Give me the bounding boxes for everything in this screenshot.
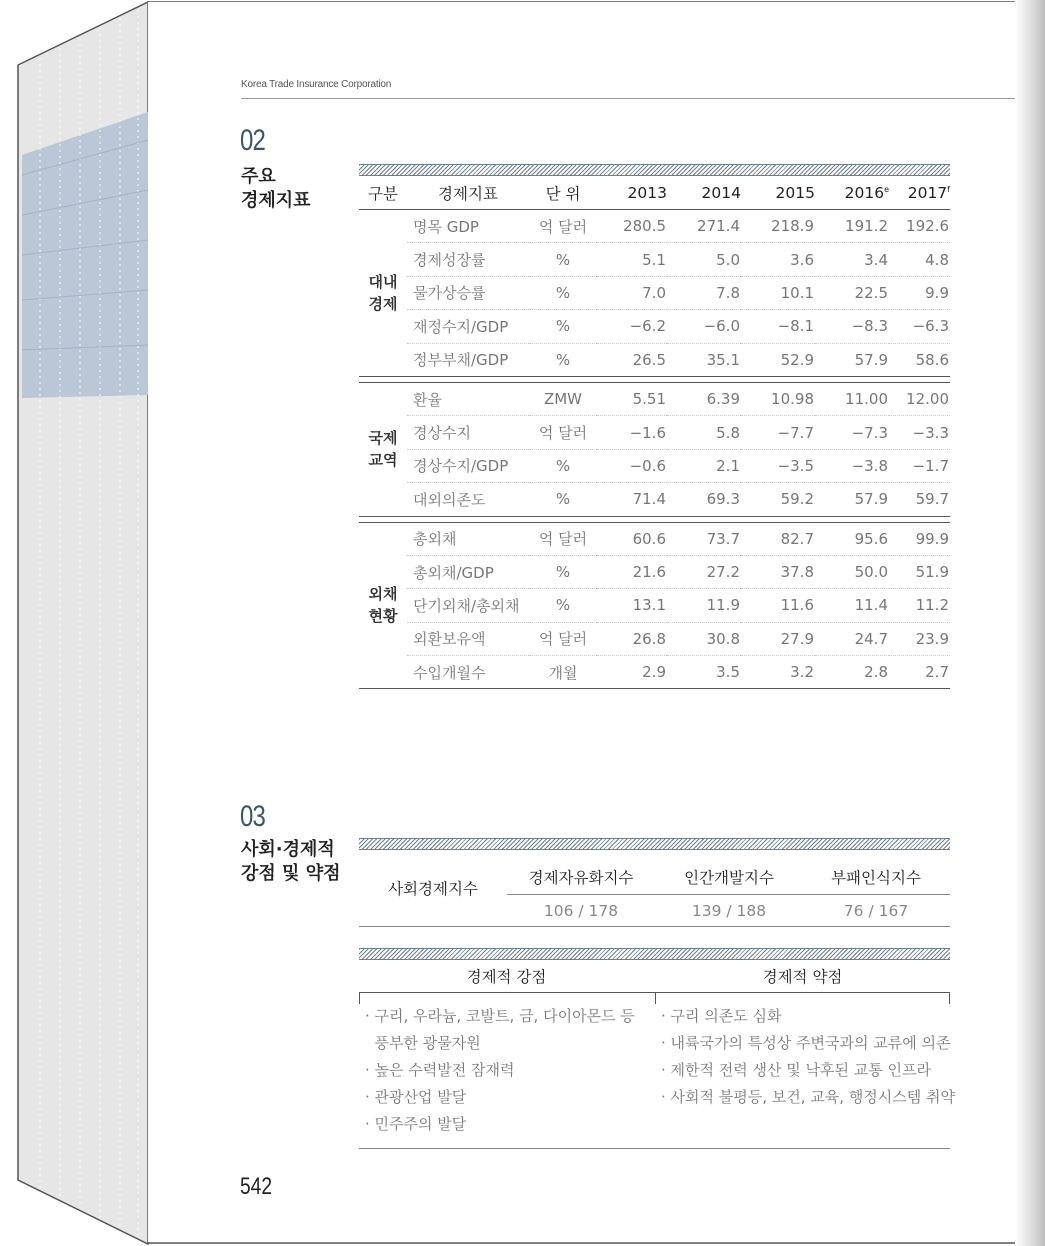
weaknesses-heading: 경제적 약점 xyxy=(762,968,843,986)
weakness-item: · 내륙국가의 특성상 주변국과의 교류에 의존 xyxy=(661,1034,951,1052)
index-name: 부패인식지수 xyxy=(802,862,950,895)
indicator-cell: 재정수지/GDP xyxy=(407,310,529,343)
column-header: 2013 xyxy=(597,177,667,210)
value-cell: 7.8 xyxy=(667,276,741,309)
indicator-cell: 환율 xyxy=(407,382,529,415)
value-cell: −6.0 xyxy=(667,310,741,343)
group-label-line: 현황 xyxy=(368,607,398,626)
value-cell: 5.8 xyxy=(667,416,741,449)
value-cell: 82.7 xyxy=(741,522,815,555)
value-cell: 13.1 xyxy=(597,589,667,622)
value-cell: 192.6 xyxy=(889,210,950,243)
indicator-cell: 경제성장률 xyxy=(407,243,529,276)
value-cell: 4.8 xyxy=(889,243,950,276)
value-cell: 60.6 xyxy=(597,522,667,555)
unit-cell: % xyxy=(529,589,597,622)
group-label-line: 외채 xyxy=(368,585,398,604)
value-cell: 35.1 xyxy=(667,343,741,376)
column-header: 2015 xyxy=(741,177,815,210)
value-cell: 2.1 xyxy=(667,449,741,482)
value-cell: 95.6 xyxy=(815,522,889,555)
value-cell: 59.7 xyxy=(889,483,950,516)
value-cell: 37.8 xyxy=(741,555,815,588)
unit-cell: % xyxy=(529,243,597,276)
hatch-bar xyxy=(359,164,950,176)
value-cell: 2.7 xyxy=(889,656,950,689)
value-cell: 24.7 xyxy=(815,622,889,655)
group-label xyxy=(359,382,407,516)
unit-cell: % xyxy=(529,483,597,516)
value-cell: 5.1 xyxy=(597,243,667,276)
value-cell: 99.9 xyxy=(889,522,950,555)
group-label-line: 대내 xyxy=(368,272,398,291)
value-cell: 22.5 xyxy=(815,276,889,309)
indicator-cell: 외환보유액 xyxy=(407,622,529,655)
table-row xyxy=(359,382,950,415)
value-cell: 3.6 xyxy=(741,243,815,276)
value-cell: 27.9 xyxy=(741,622,815,655)
value-cell: 11.4 xyxy=(815,589,889,622)
unit-cell: ZMW xyxy=(529,382,597,415)
running-header: Korea Trade Insurance Corporation xyxy=(241,79,392,90)
weakness-item: · 제한적 전력 생산 및 낙후된 교통 인프라 xyxy=(661,1061,931,1079)
table-row xyxy=(359,449,950,482)
column-header: 2014 xyxy=(667,177,741,210)
section-title xyxy=(241,165,311,213)
weakness-item: · 구리 의존도 심화 xyxy=(661,1007,782,1025)
value-cell: 3.5 xyxy=(667,656,741,689)
indicator-cell: 총외채/GDP xyxy=(407,555,529,588)
value-cell: 5.51 xyxy=(597,382,667,415)
index-name: 인간개발지수 xyxy=(655,862,803,895)
index-value: 76 / 167 xyxy=(843,902,909,920)
value-cell: 71.4 xyxy=(597,483,667,516)
index-value: 106 / 178 xyxy=(543,902,619,920)
value-cell: 21.6 xyxy=(597,555,667,588)
index-column xyxy=(507,862,655,927)
value-cell: 26.8 xyxy=(597,622,667,655)
value-cell: −1.7 xyxy=(889,449,950,482)
column-tick xyxy=(359,992,360,1004)
value-cell: −7.3 xyxy=(815,416,889,449)
value-cell: 2.9 xyxy=(597,656,667,689)
indicator-cell: 물가상승률 xyxy=(407,276,529,309)
group-label xyxy=(359,210,407,377)
value-cell: −6.3 xyxy=(889,310,950,343)
table-row xyxy=(359,416,950,449)
value-cell: 11.2 xyxy=(889,589,950,622)
unit-cell: % xyxy=(529,310,597,343)
value-cell: 59.2 xyxy=(741,483,815,516)
column-tick xyxy=(655,992,656,1004)
value-cell: 52.9 xyxy=(741,343,815,376)
table-rule xyxy=(359,926,950,927)
indicator-cell: 정부부채/GDP xyxy=(407,343,529,376)
value-cell: 12.00 xyxy=(889,382,950,415)
unit-cell: % xyxy=(529,449,597,482)
page-number: 542 xyxy=(240,1173,273,1200)
page-edge-shadow xyxy=(1015,0,1045,1246)
strengths-list xyxy=(365,1003,635,1138)
value-cell: 30.8 xyxy=(667,622,741,655)
column-header: 경제지표 xyxy=(407,177,529,210)
value-cell: 6.39 xyxy=(667,382,741,415)
indicator-cell: 경상수지/GDP xyxy=(407,449,529,482)
value-cell: 218.9 xyxy=(741,210,815,243)
table-row xyxy=(359,310,950,343)
hatch-bar xyxy=(359,948,950,960)
value-cell: 271.4 xyxy=(667,210,741,243)
value-cell: 10.1 xyxy=(741,276,815,309)
value-cell: 11.6 xyxy=(741,589,815,622)
weakness-item: · 사회적 불평등, 보건, 교육, 행정시스템 취약 xyxy=(661,1088,956,1106)
table-row xyxy=(359,656,950,689)
value-cell: −7.7 xyxy=(741,416,815,449)
header-rule xyxy=(241,98,1015,99)
section-title-line: 사회·경제적 xyxy=(241,839,335,860)
value-cell: −8.1 xyxy=(741,310,815,343)
table-row xyxy=(359,555,950,588)
value-cell: 3.2 xyxy=(741,656,815,689)
strength-item: · 구리, 우라늄, 코발트, 금, 다이아몬드 등 xyxy=(365,1007,635,1025)
value-cell: −3.8 xyxy=(815,449,889,482)
section-number: 03 xyxy=(240,800,266,833)
value-cell: 5.0 xyxy=(667,243,741,276)
indicator-cell: 단기외채/총외채 xyxy=(407,589,529,622)
value-cell: 58.6 xyxy=(889,343,950,376)
indicator-cell: 명목 GDP xyxy=(407,210,529,243)
weaknesses-list xyxy=(661,1003,955,1111)
table-header-row xyxy=(359,177,950,210)
value-cell: 9.9 xyxy=(889,276,950,309)
value-cell: 2.8 xyxy=(815,656,889,689)
unit-cell: 억 달러 xyxy=(529,416,597,449)
value-cell: −3.3 xyxy=(889,416,950,449)
unit-cell: % xyxy=(529,555,597,588)
strength-item: · 높은 수력발전 잠재력 xyxy=(365,1061,515,1079)
group-label-line: 국제 xyxy=(368,429,398,448)
index-label: 사회경제지수 xyxy=(388,880,478,898)
group-label xyxy=(359,522,407,689)
indicator-cell: 대외의존도 xyxy=(407,483,529,516)
value-cell: 26.5 xyxy=(597,343,667,376)
indicator-cell: 수입개월수 xyxy=(407,656,529,689)
strength-item: · 민주주의 발달 xyxy=(365,1115,467,1133)
table-row xyxy=(359,243,950,276)
column-header: 단 위 xyxy=(529,177,597,210)
unit-cell: 억 달러 xyxy=(529,522,597,555)
value-cell: 50.0 xyxy=(815,555,889,588)
value-cell: −0.6 xyxy=(597,449,667,482)
strength-item: · 관광산업 발달 xyxy=(365,1088,467,1106)
value-cell: 280.5 xyxy=(597,210,667,243)
section-title-line: 경제지표 xyxy=(241,190,311,211)
section-number: 02 xyxy=(240,124,266,157)
group-label-line: 경제 xyxy=(368,294,398,313)
value-cell: 73.7 xyxy=(667,522,741,555)
unit-cell: 개월 xyxy=(529,656,597,689)
value-cell: −6.2 xyxy=(597,310,667,343)
unit-cell: % xyxy=(529,276,597,309)
indicator-cell: 총외채 xyxy=(407,522,529,555)
column-header: 구분 xyxy=(359,177,407,210)
value-cell: 23.9 xyxy=(889,622,950,655)
value-cell: 11.00 xyxy=(815,382,889,415)
section-title xyxy=(241,838,340,886)
section-title-line: 주요 xyxy=(241,166,276,187)
table-row xyxy=(359,483,950,516)
value-cell: 57.9 xyxy=(815,343,889,376)
hatch-bar xyxy=(359,838,950,850)
value-cell: −8.3 xyxy=(815,310,889,343)
value-cell: 51.9 xyxy=(889,555,950,588)
table-rule xyxy=(359,1148,950,1149)
strengths-heading: 경제적 강점 xyxy=(466,968,547,986)
table-row xyxy=(359,522,950,555)
unit-cell: 억 달러 xyxy=(529,210,597,243)
section-title-line: 강점 및 약점 xyxy=(241,863,341,884)
column-header: 2016e xyxy=(815,177,889,210)
strength-item: 풍부한 광물자원 xyxy=(365,1034,481,1052)
index-column xyxy=(655,862,803,927)
table-row xyxy=(359,589,950,622)
value-cell: −1.6 xyxy=(597,416,667,449)
value-cell: −3.5 xyxy=(741,449,815,482)
value-cell: 10.98 xyxy=(741,382,815,415)
estimate-mark: e xyxy=(884,184,889,194)
table-row xyxy=(359,276,950,309)
value-cell: 3.4 xyxy=(815,243,889,276)
table-row xyxy=(359,210,950,243)
economic-indicators-table xyxy=(359,177,950,689)
unit-cell: % xyxy=(529,343,597,376)
index-name: 경제자유화지수 xyxy=(507,862,655,895)
group-label-line: 교역 xyxy=(368,451,398,470)
value-cell: 191.2 xyxy=(815,210,889,243)
unit-cell: 억 달러 xyxy=(529,622,597,655)
value-cell: 7.0 xyxy=(597,276,667,309)
forecast-mark: f xyxy=(947,184,950,194)
value-cell: 11.9 xyxy=(667,589,741,622)
index-value: 139 / 188 xyxy=(691,902,767,920)
value-cell: 69.3 xyxy=(667,483,741,516)
table-row xyxy=(359,343,950,376)
value-cell: 57.9 xyxy=(815,483,889,516)
table-row xyxy=(359,622,950,655)
column-header: 2017$^f$ xyxy=(889,177,950,210)
indicator-cell: 경상수지 xyxy=(407,416,529,449)
index-column xyxy=(802,862,950,927)
value-cell: 27.2 xyxy=(667,555,741,588)
